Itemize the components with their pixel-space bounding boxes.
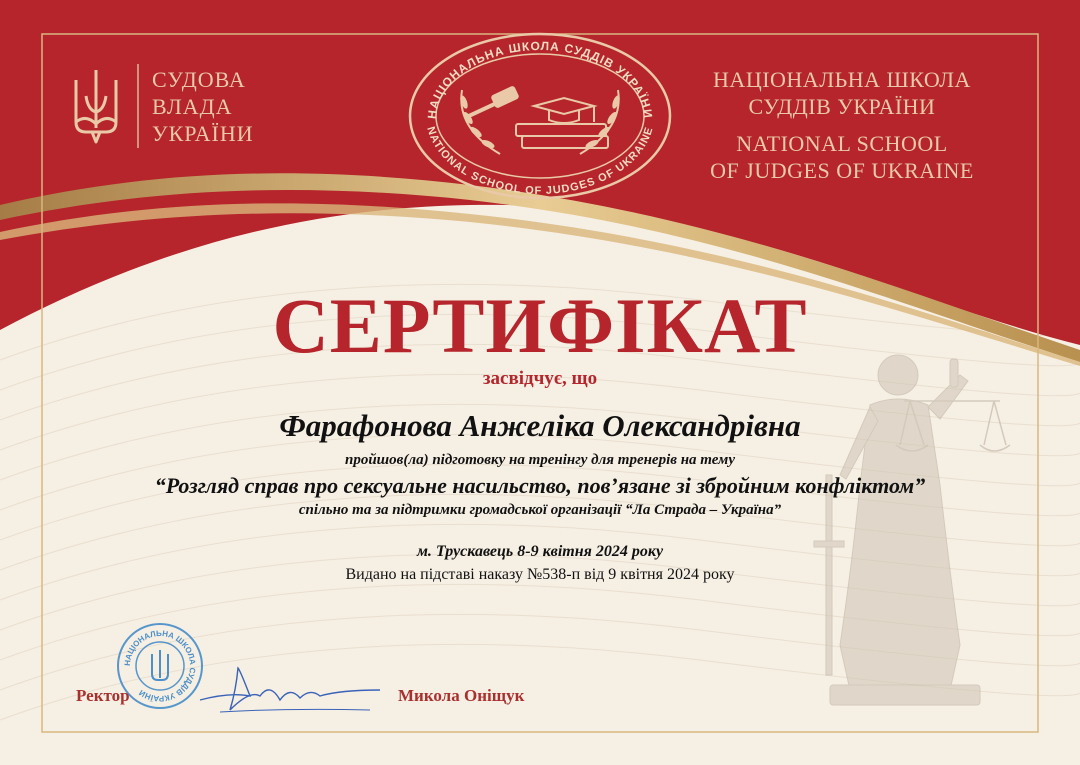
- judiciary-title: [152, 66, 254, 147]
- judiciary-title-line-2: ВЛАДА: [152, 94, 233, 119]
- themis-statue-icon: [800, 345, 1020, 720]
- training-description: пройшов(ла) підготовку на тренінгу для тренерів на тему: [345, 452, 735, 468]
- issue-basis: Видано на підставі наказу №538-п від 9 квітня 2024 року: [345, 566, 735, 583]
- school-title: [682, 66, 1002, 184]
- judiciary-title-line-3: УКРАЇНИ: [152, 121, 254, 146]
- signatory-role: Ректор: [76, 686, 130, 705]
- school-title-en-line-2: OF JUDGES OF UKRAINE: [710, 158, 974, 183]
- stamp-text: НАЦІОНАЛЬНА ШКОЛА СУДДІВ УКРАЇНИ: [122, 628, 198, 704]
- signature-icon: [190, 660, 390, 720]
- school-title-ua-line-1: НАЦІОНАЛЬНА ШКОЛА: [713, 67, 971, 92]
- training-topic: “Розгляд справ про сексуальне насильство, пов’язане зі збройним конфліктом”: [154, 473, 926, 498]
- trident-icon: [70, 66, 122, 146]
- school-title-en-line-1: NATIONAL SCHOOL: [736, 131, 948, 156]
- recipient-name: Фарафонова Анжеліка Олександрівна: [279, 408, 801, 443]
- judiciary-title-line-1: СУДОВА: [152, 67, 246, 92]
- emblem-top-text: НАЦІОНАЛЬНА ШКОЛА СУДДІВ УКРАЇНИ: [424, 38, 656, 120]
- gavel-emblem-icon: [404, 28, 676, 200]
- certificate-title: СЕРТИФІКАТ: [272, 282, 808, 369]
- place-date: м. Трускавець 8-9 квітня 2024 року: [416, 543, 664, 560]
- certificate-subtitle: засвідчує, що: [482, 368, 598, 389]
- emblem-bottom-text: NATIONAL SCHOOL OF JUDGES OF UKRAINE: [424, 125, 656, 198]
- school-title-ua-line-2: СУДДІВ УКРАЇНИ: [748, 94, 936, 119]
- partner-organization: спільно та за підтримки громадської організації “Ла Страда – Україна”: [298, 502, 782, 518]
- signatory-name: Микола Оніщук: [398, 686, 525, 705]
